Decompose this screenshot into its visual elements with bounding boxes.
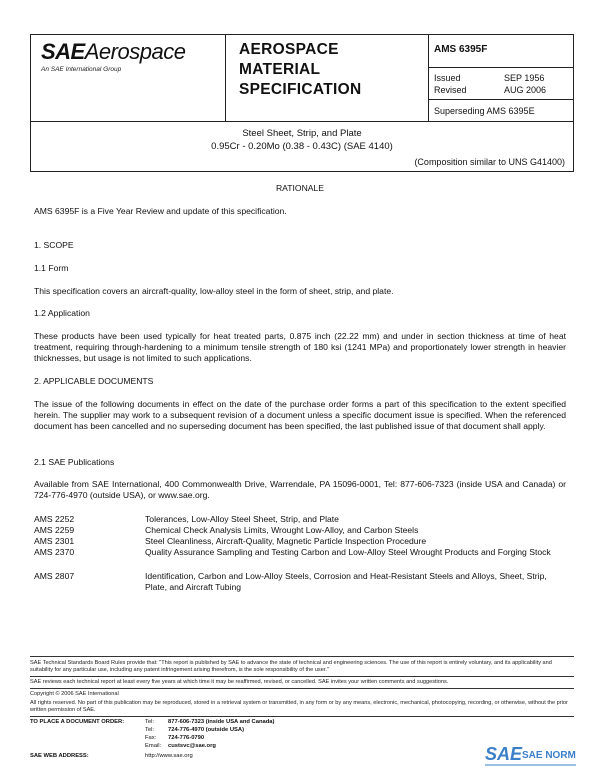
section-1-1-heading: 1.1 Form	[34, 263, 69, 273]
sae-aerospace-logo	[41, 39, 185, 65]
tel2-value: 724-776-4970 (outside USA)	[168, 727, 245, 733]
sae-norm-logo	[484, 742, 578, 770]
footer-note-rules: SAE Technical Standards Board Rules provide that: "This report is published by SAE to advance the state of technical and engineering sciences. The use of this report is entirely voluntary, and its applicability and suitability for any particular use, including any patent infringement arising therefrom, is the sole responsibility of the user."	[30, 660, 552, 673]
footer-copyright: Copyright © 2006 SAE International	[30, 691, 119, 697]
section-1-2-text: These products have been used typically for heat treated parts, 0.875 inch (22.22 mm) and under in section thickness at time of heat treatment, requiring through-hardening to a minimum tensile strength of 180 ksi (1241 MPa) and proportionately lower strength in heavier thicknesses, but usage is not limited to such applications.	[34, 331, 566, 363]
section-1-2-heading: 1.2 Application	[34, 308, 90, 318]
title-line-2: MATERIAL	[239, 61, 321, 78]
section-1-1-text: This specification covers an aircraft-quality, low-alloy steel in the form of sheet, strip, and plate.	[34, 286, 394, 296]
footer-rights: All rights reserved. No part of this publication may be reproduced, stored in a retrieval system or transmitted, in any form or by any means, electronic, mechanical, photocopying, recording, or otherwise, without the prior written permission of SAE.	[30, 700, 568, 713]
revised-value: AUG 2006	[504, 85, 547, 95]
ref-code: AMS 2301	[34, 536, 75, 546]
rationale-heading: RATIONALE	[275, 183, 325, 193]
divider	[428, 99, 573, 100]
web-label: SAE WEB ADDRESS:	[30, 753, 89, 759]
fax-value: 724-776-0790	[168, 735, 205, 741]
footer-rule	[30, 676, 574, 677]
norm-logo-text: SAE NORM	[522, 750, 576, 761]
email-label: Email:	[145, 743, 162, 749]
section-2-text: The issue of the following documents in effect on the date of the purchase order forms a part of this specification to the extent specified herein. The supplier may work to a subsequent revision of a document unless a specific document issue is specified. When the referenced document has been cancelled and no superseding document has been specified, the last published issue of that document shall apply.	[34, 399, 566, 431]
title-cell	[225, 35, 429, 121]
ref-code: AMS 2259	[34, 525, 75, 535]
ref-title: Steel Cleanliness, Aircraft-Quality, Magnetic Particle Inspection Procedure	[145, 536, 427, 546]
header-box	[30, 34, 574, 122]
tel2-label: Tel:	[145, 727, 155, 733]
logo-cell	[31, 35, 226, 121]
norm-logo-sae: SAE	[485, 744, 523, 764]
section-2-1-text: Available from SAE International, 400 Commonwealth Drive, Warrendale, PA 15096-0001, Tel: 877-606-7323 (inside USA and Canada) or 724-776-4970 (outside USA), or www.sae.org.	[34, 479, 566, 500]
tel-value: 877-606-7323 (inside USA and Canada)	[168, 719, 275, 725]
title-line-3: SPECIFICATION	[239, 81, 362, 98]
order-label: TO PLACE A DOCUMENT ORDER:	[30, 719, 125, 725]
section-2-1-heading: 2.1 SAE Publications	[34, 457, 115, 467]
subtitle-line-1: Steel Sheet, Strip, and Plate	[242, 128, 362, 139]
divider	[428, 67, 573, 68]
issued-value: SEP 1956	[504, 73, 545, 83]
subtitle-box	[30, 122, 574, 172]
logo-sae-text: SAE	[41, 39, 85, 64]
section-2-heading: 2. APPLICABLE DOCUMENTS	[34, 376, 154, 386]
doc-info-cell	[428, 35, 573, 121]
ref-code: AMS 2370	[34, 547, 75, 557]
doc-number: AMS 6395F	[434, 44, 488, 55]
tel-label: Tel:	[145, 719, 155, 725]
issued-label: Issued	[434, 73, 461, 83]
subtitle-line-2: 0.95Cr - 0.20Mo (0.38 - 0.43C) (SAE 4140)	[211, 141, 393, 152]
ref-code: AMS 2252	[34, 514, 75, 524]
ref-code: AMS 2807	[34, 571, 75, 581]
ref-title: Chemical Check Analysis Limits, Wrought Low-Alloy, and Carbon Steels	[145, 525, 419, 535]
email-value: custsvc@sae.org	[168, 743, 216, 749]
section-1-heading: 1. SCOPE	[34, 240, 74, 250]
footer-note-review: SAE reviews each technical report at least every five years at which time it may be reaffirmed, revised, or cancelled. SAE invites your written comments and suggestions.	[30, 679, 449, 685]
ref-title: Identification, Carbon and Low-Alloy Steels, Corrosion and Heat-Resistant Steels and Alloys, Sheet, Strip, Plate, and Aircraft Tubing	[145, 571, 547, 592]
footer-rule	[30, 656, 574, 657]
logo-tagline: An SAE International Group	[41, 66, 122, 73]
composition-note: (Composition similar to UNS G41400)	[414, 157, 565, 167]
footer-rule	[30, 716, 574, 717]
rationale-text: AMS 6395F is a Five Year Review and update of this specification.	[34, 206, 287, 216]
web-value: http://www.sae.org	[145, 753, 193, 759]
ref-title: Quality Assurance Sampling and Testing Carbon and Low-Alloy Steel Wrought Products and Forging Stock	[145, 547, 551, 557]
title-line-1: AEROSPACE	[239, 41, 339, 58]
revised-label: Revised	[434, 85, 467, 95]
footer-rule	[30, 688, 574, 689]
ref-title: Tolerances, Low-Alloy Steel Sheet, Strip, and Plate	[145, 514, 339, 524]
fax-label: Fax:	[145, 735, 157, 741]
superseding: Superseding AMS 6395E	[434, 106, 535, 116]
logo-aerospace-text: Aerospace	[84, 39, 186, 64]
sae-norm-logo-graphic	[484, 742, 578, 770]
